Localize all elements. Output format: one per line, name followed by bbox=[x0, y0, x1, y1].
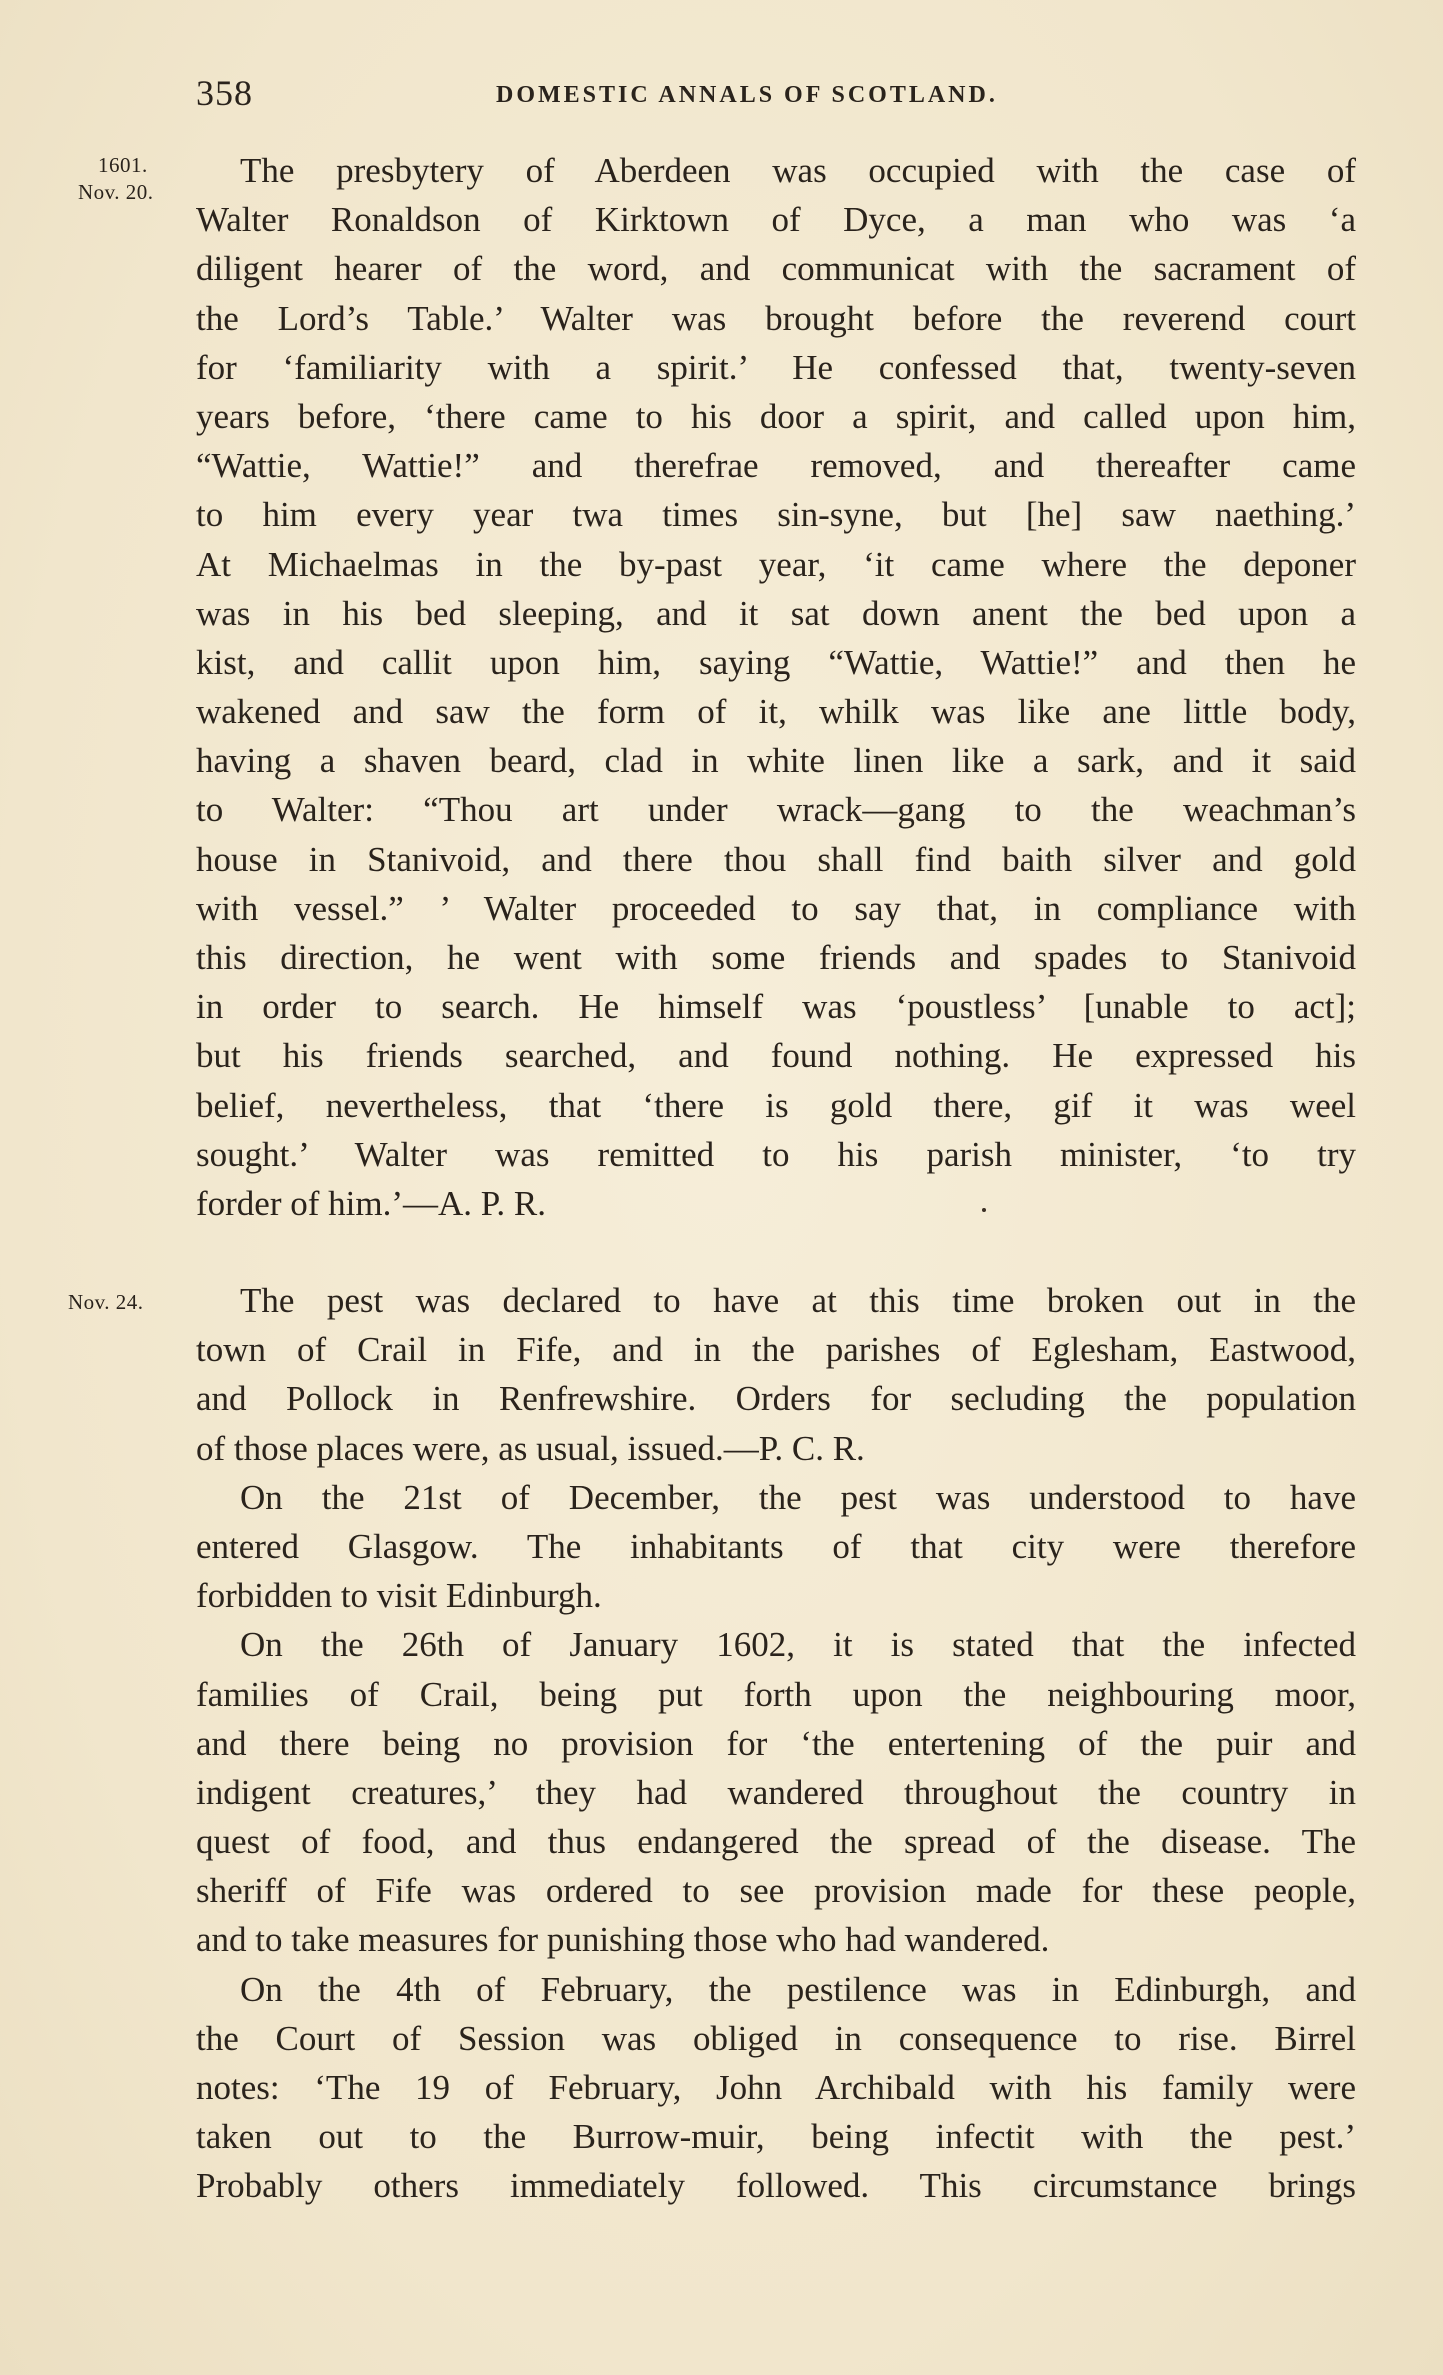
margin-date-nov-24: Nov. 24. bbox=[68, 1290, 144, 1314]
text-line: The presbytery of Aberdeen was occupied with the case of bbox=[240, 151, 1356, 190]
text-line: On the 26th of January 1602, it is stated that the infected bbox=[240, 1625, 1356, 1665]
text-line: the Court of Session was obliged in consequence to rise. Birrel bbox=[196, 2018, 1356, 2058]
page-number: 358 bbox=[196, 73, 253, 113]
text-line: and there being no provision for ‘the entertening of the puir and bbox=[196, 1723, 1356, 1763]
text-line: On the 21st of December, the pest was understood to have bbox=[240, 1477, 1356, 1517]
text-line: in order to search. He himself was ‘poustless’ [unable to act]; bbox=[196, 987, 1356, 1027]
text-line: was in his bed sleeping, and it sat down anent the bed upon a bbox=[196, 593, 1356, 633]
text-line: families of Crail, being put forth upon the neighbouring moor, bbox=[196, 1674, 1356, 1714]
ink-speck bbox=[982, 1208, 986, 1212]
text-line: Walter Ronaldson of Kirktown of Dyce, a man who was ‘a bbox=[196, 200, 1356, 240]
text-line: and to take measures for punishing those who had wandered. bbox=[196, 1920, 1050, 1960]
text-line: with vessel.” ’ Walter proceeded to say that, in compliance with bbox=[196, 888, 1356, 928]
page-header bbox=[196, 72, 1356, 122]
text-line: “Wattie, Wattie!” and therefrae removed, and thereafter came bbox=[196, 446, 1356, 486]
text-line: On the 4th of February, the pestilence was in Edinburgh, and bbox=[240, 1969, 1356, 2009]
text-line: At Michaelmas in the by-past year, ‘it came where the deponer bbox=[196, 544, 1356, 584]
text-line: town of Crail in Fife, and in the parishes of Eglesham, Eastwood, bbox=[196, 1330, 1356, 1370]
entry-ronaldson bbox=[196, 146, 1356, 1228]
entry-pest bbox=[196, 1276, 1356, 2211]
running-title: DOMESTIC ANNALS OF SCOTLAND. bbox=[496, 82, 998, 108]
text-line: taken out to the Burrow-muir, being infectit with the pest.’ bbox=[196, 2117, 1356, 2157]
text-line: to him every year twa times sin-syne, but [he] saw naething.’ bbox=[196, 495, 1356, 535]
text-line: belief, nevertheless, that ‘there is gold there, gif it was weel bbox=[196, 1085, 1356, 1125]
text-line: house in Stanivoid, and there thou shall find baith silver and gold bbox=[196, 839, 1356, 879]
text-line: this direction, he went with some friends and spades to Stanivoid bbox=[196, 938, 1356, 977]
text-line: having a shaven beard, clad in white linen like a sark, and it said bbox=[196, 741, 1356, 781]
text-line: quest of food, and thus endangered the spread of the disease. The bbox=[196, 1822, 1356, 1862]
text-line: wakened and saw the form of it, whilk was like ane little body, bbox=[196, 692, 1356, 732]
text-line: the Lord’s Table.’ Walter was brought before the reverend court bbox=[196, 298, 1356, 338]
text-line: years before, ‘there came to his door a spirit, and called upon him, bbox=[196, 396, 1356, 436]
text-line: forder of him.’—A. P. R. bbox=[196, 1183, 546, 1223]
margin-year: 1601. bbox=[98, 153, 148, 177]
text-line: forbidden to visit Edinburgh. bbox=[196, 1576, 602, 1616]
text-line: diligent hearer of the word, and communicat with the sacrament of bbox=[196, 249, 1356, 289]
text-line: but his friends searched, and found nothing. He expressed his bbox=[196, 1036, 1356, 1076]
text-line: indigent creatures,’ they had wandered throughout the country in bbox=[196, 1772, 1356, 1812]
text-line: of those places were, as usual, issued.—P. C. R. bbox=[196, 1428, 865, 1468]
text-line: Probably others immediately followed. This circumstance brings bbox=[196, 2166, 1356, 2206]
text-line: for ‘familiarity with a spirit.’ He confessed that, twenty-seven bbox=[196, 347, 1356, 387]
text-line: and Pollock in Renfrewshire. Orders for secluding the population bbox=[196, 1379, 1356, 1419]
text-line: to Walter: “Thou art under wrack—gang to the weachman’s bbox=[196, 790, 1356, 830]
text-line: The pest was declared to have at this time broken out in the bbox=[240, 1281, 1356, 1320]
text-line: sheriff of Fife was ordered to see provision made for these people, bbox=[196, 1871, 1356, 1911]
text-line: notes: ‘The 19 of February, John Archibald with his family were bbox=[196, 2068, 1356, 2107]
text-line: sought.’ Walter was remitted to his parish minister, ‘to try bbox=[196, 1134, 1356, 1174]
text-line: entered Glasgow. The inhabitants of that city were therefore bbox=[196, 1526, 1356, 1566]
text-line: kist, and callit upon him, saying “Wattie, Wattie!” and then he bbox=[196, 642, 1356, 682]
margin-date-nov-20: Nov. 20. bbox=[78, 180, 154, 204]
